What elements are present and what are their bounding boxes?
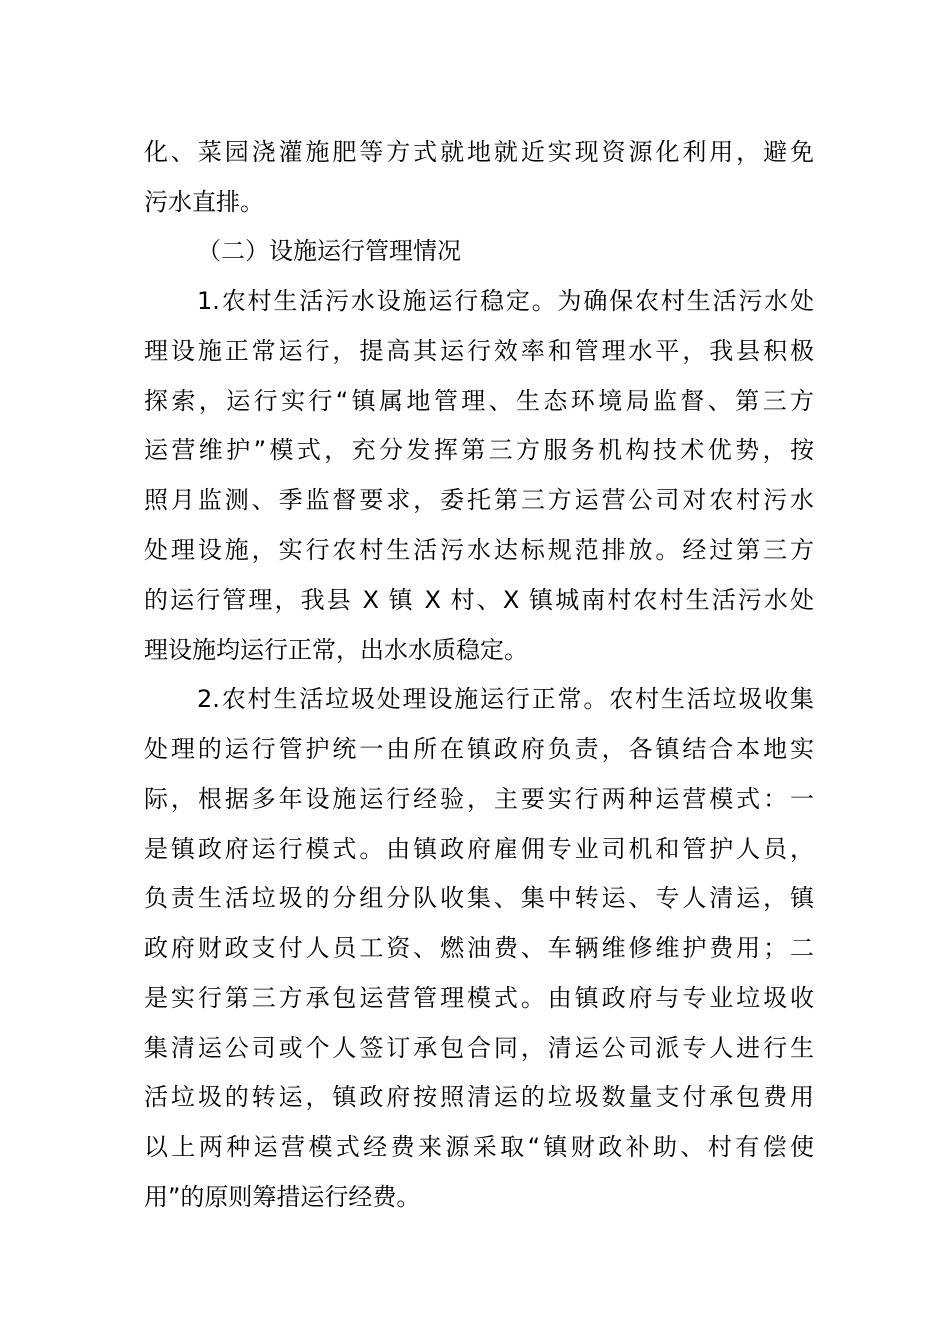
paragraph-line: 化、菜园浇灌施肥等方式就地就近实现资源化利用，避免 — [144, 138, 814, 166]
paragraph-line: 用”的原则筹措运行经费。 — [144, 1183, 421, 1211]
paragraph-line: 际，根据多年设施运行经验，主要实行两种运营模式：一 — [144, 785, 814, 813]
paragraph-line: 照月监测、季监督要求，委托第三方运营公司对农村污水 — [144, 486, 814, 514]
paragraph-line: 理设施正常运行，提高其运行效率和管理水平，我县积极 — [144, 337, 814, 365]
section-heading: （二）设施运行管理情况 — [197, 237, 461, 265]
paragraph-line: 理设施均运行正常，出水水质稳定。 — [144, 636, 528, 664]
paragraph-line: 处理设施，实行农村生活污水达标规范排放。经过第三方 — [144, 536, 814, 564]
paragraph-line: 是镇政府运行模式。由镇政府雇佣专业司机和管护人员， — [144, 835, 814, 863]
paragraph-line: 污水直排。 — [144, 188, 264, 216]
paragraph-line: 处理的运行管护统一由所在镇政府负责，各镇结合本地实 — [144, 735, 814, 763]
paragraph-line: 2.农村生活垃圾处理设施运行正常。农村生活垃圾收集 — [197, 685, 814, 713]
paragraph-line: 探索，运行实行“镇属地管理、生态环境局监督、第三方 — [144, 387, 814, 415]
paragraph-line: 负责生活垃圾的分组分队收集、集中转运、专人清运，镇 — [144, 884, 814, 912]
paragraph-line: 政府财政支付人员工资、燃油费、车辆维修维护费用；二 — [144, 934, 814, 962]
paragraph-line: 的运行管理，我县 X 镇 X 村、X 镇城南村农村生活污水处 — [144, 586, 814, 614]
paragraph-line: 以上两种运营模式经费来源采取“镇财政补助、村有偿使 — [144, 1133, 814, 1161]
paragraph-line: 是实行第三方承包运营管理模式。由镇政府与专业垃圾收 — [144, 984, 814, 1012]
paragraph-line: 1.农村生活污水设施运行稳定。为确保农村生活污水处 — [197, 287, 814, 315]
paragraph-line: 集清运公司或个人签订承包合同，清运公司派专人进行生 — [144, 1034, 814, 1062]
paragraph-line: 活垃圾的转运，镇政府按照清运的垃圾数量支付承包费用 — [144, 1083, 814, 1111]
paragraph-line: 运营维护”模式，充分发挥第三方服务机构技术优势，按 — [144, 436, 814, 464]
